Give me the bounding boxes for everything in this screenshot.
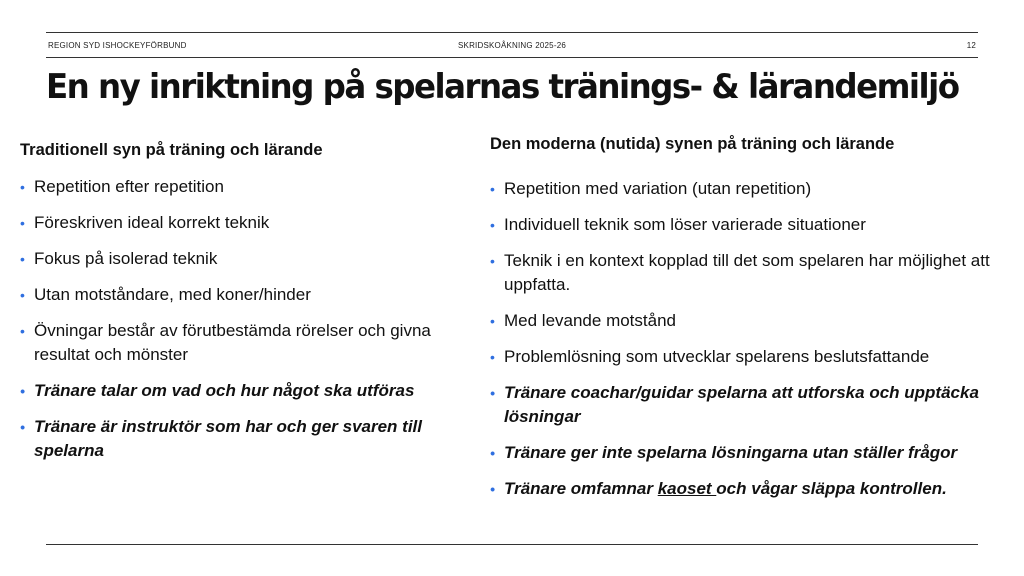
list-item: • Teknik i en kontext kopplad till det som spelaren har möjlighet att uppfatta. xyxy=(490,249,1000,297)
traditional-list xyxy=(20,175,480,463)
last-item-before: Tränare omfamnar xyxy=(504,479,658,498)
list-item: • Tränare talar om vad och hur något ska utföras xyxy=(20,379,480,403)
list-item: • Övningar består av förutbestämda rörelser och givna resultat och mönster xyxy=(20,319,480,367)
list-item: • Individuell teknik som löser varierade situationer xyxy=(490,213,1000,237)
modern-heading: Den moderna (nutida) synen på träning och lärande xyxy=(490,135,895,153)
list-item: • Repetition efter repetition xyxy=(20,175,480,199)
list-item: • Tränare ger inte spelarna lösningarna utan ställer frågor xyxy=(490,441,1000,465)
traditional-column xyxy=(20,139,480,475)
list-item: • Med levande motstånd xyxy=(490,309,1000,333)
traditional-heading: Traditionell syn på träning och lärande xyxy=(20,141,323,159)
list-item: • Fokus på isolerad teknik xyxy=(20,247,480,271)
header-org: REGION SYD ISHOCKEYFÖRBUND xyxy=(48,41,187,50)
list-item-last xyxy=(490,477,1000,501)
underlined-word: kaoset xyxy=(657,479,717,498)
modern-list xyxy=(490,177,1000,501)
header-rule-bottom xyxy=(46,57,978,58)
list-item: • Problemlösning som utvecklar spelarens beslutsfattande xyxy=(490,345,1000,369)
list-item: • Tränare är instruktör som har och ger svaren till spelarna xyxy=(20,415,480,463)
header-event: SKRIDSKOÅKNING 2025-26 xyxy=(458,41,566,50)
list-item: • Föreskriven ideal korrekt teknik xyxy=(20,211,480,235)
footer-rule xyxy=(46,544,978,545)
modern-column xyxy=(490,133,1000,513)
header-rule-top xyxy=(46,32,978,33)
last-item-after: och vågar släppa kontrollen. xyxy=(716,479,947,498)
list-item: • Utan motståndare, med koner/hinder xyxy=(20,283,480,307)
page-number: 12 xyxy=(966,41,976,50)
list-item: • Tränare coachar/guidar spelarna att utforska och upptäcka lösningar xyxy=(490,381,1000,429)
list-item: • Repetition med variation (utan repetition) xyxy=(490,177,1000,201)
slide-title: En ny inriktning på spelarnas tränings- & lärandemiljö xyxy=(46,67,959,107)
